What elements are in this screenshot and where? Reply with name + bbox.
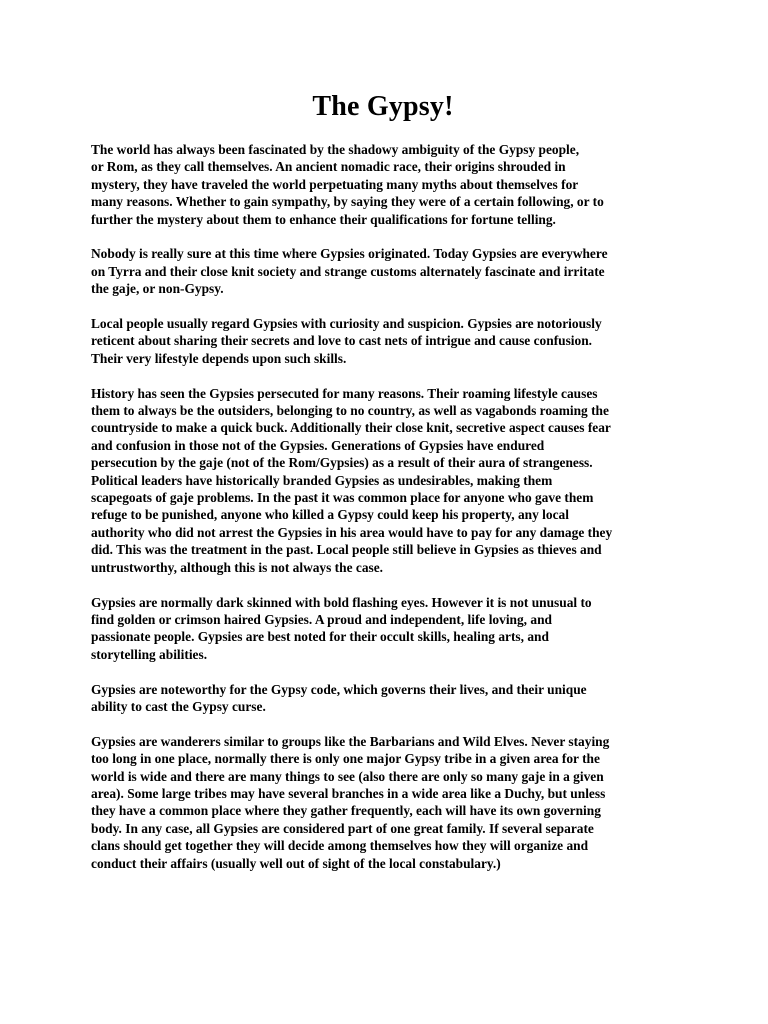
- paragraph-origins: Nobody is really sure at this time where Gypsies originated. Today Gypsies are everywhere on Tyrra and their close knit society and strange customs alternately fascinate and irritate the gaje, or non-Gypsy.: [91, 246, 608, 297]
- paragraph-history: History has seen the Gypsies persecuted for many reasons. Their roaming lifestyle causes them to always be the outsiders, belonging to no country, as well as vagabonds roaming the countryside to make a quick buck. Additionally their close knit, secretive aspect causes fear and confusion in those not of the Gypsies. Generations of Gypsies have endured persecution by the gaje (not of the Rom/Gypsies) as a result of their aura of strangeness. Political leaders have historically branded Gypsies as undesirables, making them scapegoats of gaje problems. In the past it was common place for anyone who gave them refuge to be punished, anyone who killed a Gypsy could keep his property, any local authority who did not arrest the Gypsies in his area would have to pay for any damage they did. This was the treatment in the past. Local people still believe in Gypsies as thieves and untrustworthy, although this is not always the case.: [91, 385, 613, 575]
- paragraph-gypsy-code: Gypsies are noteworthy for the Gypsy code, which governs their lives, and their unique ability to cast the Gypsy curse.: [91, 681, 587, 714]
- paragraph-appearance: Gypsies are normally dark skinned with bold flashing eyes. However it is not unusual to find golden or crimson haired Gypsies. A proud and independent, life loving, and passionate people. Gypsies are best noted for their occult skills, healing arts, and storytelling abilities.: [91, 594, 592, 662]
- paragraph-local-perception: Local people usually regard Gypsies with curiosity and suspicion. Gypsies are notoriously reticent about sharing their secrets and love to cast nets of intrigue and cause confusion. Their very lifestyle depends upon such skills.: [91, 316, 602, 366]
- document-page: [91, 90, 675, 889]
- document-title: The Gypsy!: [312, 91, 454, 122]
- paragraph-intro: The world has always been fascinated by the shadowy ambiguity of the Gypsy people, or Rom, as they call themselves. An ancient nomadic race, their origins shrouded in mystery, they have traveled the world perpetuating many myths about themselves for many reasons. Whether to gain sympathy, by saying they were of a certain following, or to further the mystery about them to enhance their qualifications for fortune telling.: [91, 142, 604, 227]
- paragraph-wanderers: Gypsies are wanderers similar to groups like the Barbarians and Wild Elves. Never staying too long in one place, normally there is only one major Gypsy tribe in a given area for the world is wide and there are many things to see (also there are only so many gaje in a given area). Some large tribes may have several branches in a wide area like a Duchy, but unless they have a common place where they gather frequently, each will have its own governing body. In any case, all Gypsies are considered part of one great family. If several separate clans should get together they will decide among themselves how they will organize and conduct their affairs (usually well out of sight of the local constabulary.): [91, 733, 610, 871]
